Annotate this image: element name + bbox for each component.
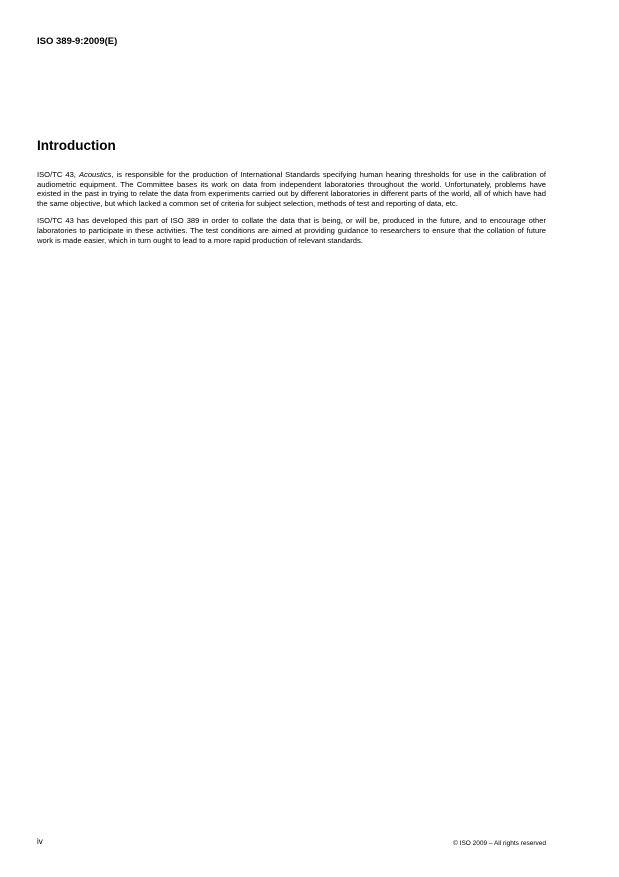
page-number: iv — [37, 837, 43, 846]
paragraph-1-rest: , is responsible for the production of International Standards specifying human hearing thresholds for use in the calibration of audiometric equipment. The Committee bases its work on data from independent laboratories throughout the world. Unfortunately, problems have existed in the past in trying to relate the data from experiments carried out by different laboratories in different parts of the world, all of which have had the same objective, but which lacked a common set of criteria for subject selection, methods of test and reporting of data, etc. — [37, 170, 547, 208]
introduction-body — [37, 170, 546, 253]
intro-paragraph-1 — [37, 170, 546, 208]
paragraph-1-lead: ISO/TC 43, — [37, 170, 79, 179]
section-title: Introduction — [37, 138, 116, 153]
copyright-notice: © ISO 2009 – All rights reserved — [453, 840, 546, 847]
committee-name: Acoustics — [78, 170, 112, 179]
intro-paragraph-2: ISO/TC 43 has developed this part of ISO 389 in order to collate the data that is being, or will be, produced in the future, and to encourage other laboratories to participate in these activities. The test conditions are aimed at providing guidance to researchers to ensure that the collation of future work is made easier, which in turn ought to lead to a more rapid production of relevant standards. — [37, 216, 546, 245]
document-id: ISO 389-9:2009(E) — [37, 36, 118, 47]
